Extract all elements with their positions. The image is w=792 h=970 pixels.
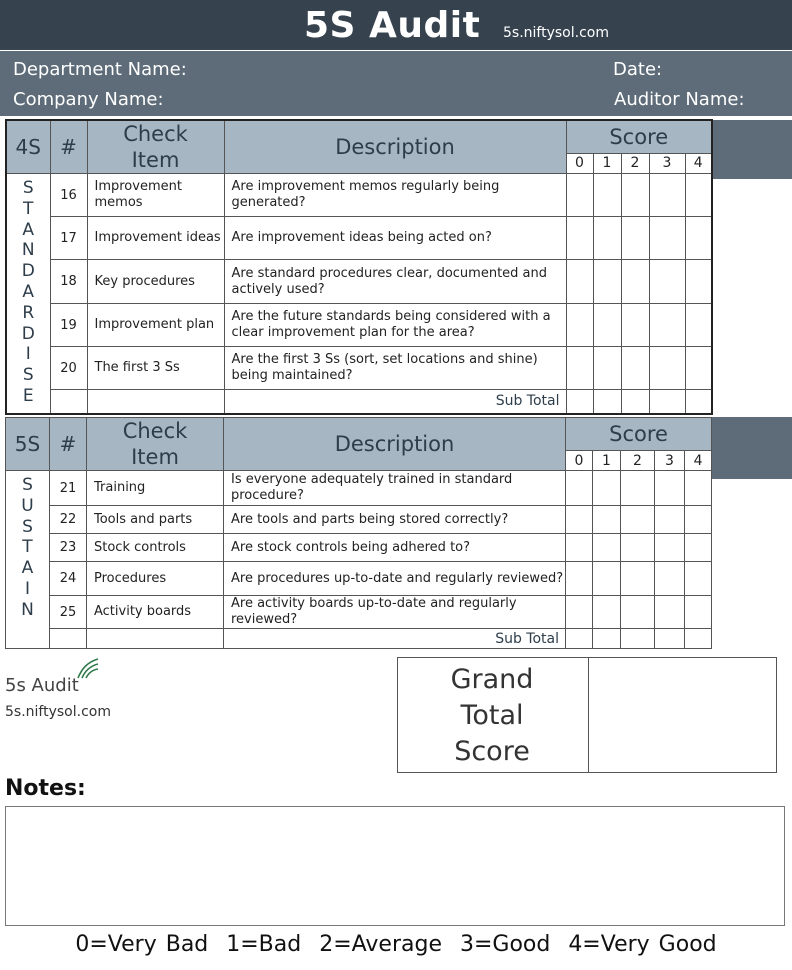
number-column-header: # — [50, 418, 87, 471]
subtotal-cell[interactable] — [649, 390, 685, 414]
score-cell[interactable] — [621, 506, 655, 534]
check-item: Tools and parts — [87, 506, 224, 534]
score-cell[interactable] — [649, 217, 685, 260]
score-legend: 0=Very Bad 1=Bad 2=Average 3=Good 4=Very Good — [75, 932, 717, 957]
score-cell[interactable] — [566, 562, 593, 596]
score-cell[interactable] — [566, 506, 593, 534]
row-number: 25 — [50, 596, 87, 629]
row-number: 23 — [50, 534, 87, 562]
score-cell[interactable] — [593, 304, 621, 347]
row-number: 20 — [50, 347, 87, 390]
score-cell[interactable] — [621, 174, 649, 217]
score-cell[interactable] — [593, 260, 621, 304]
score-cell[interactable] — [649, 347, 685, 390]
score-cell[interactable] — [593, 471, 621, 506]
score-cell[interactable] — [685, 174, 712, 217]
score-cell[interactable] — [621, 260, 649, 304]
title-bar — [0, 0, 792, 50]
score-cell[interactable] — [593, 347, 621, 390]
score-cell[interactable] — [621, 304, 649, 347]
score-cell[interactable] — [593, 506, 621, 534]
subtotal-cell[interactable] — [685, 390, 712, 414]
section-code: 4S — [6, 120, 50, 174]
section-name-vertical: S T A N D A R D I S E — [6, 174, 50, 414]
subtotal-label: Sub Total — [224, 629, 566, 649]
score-cell[interactable] — [621, 217, 649, 260]
description: Are tools and parts being stored correctly? — [224, 506, 566, 534]
check-item-column-header: Check Item — [87, 120, 224, 174]
check-item: Improvement ideas — [87, 217, 224, 260]
score-column-header: Score — [566, 120, 712, 153]
description: Are standard procedures clear, documented and actively used? — [224, 260, 566, 304]
score-cell[interactable] — [685, 217, 712, 260]
auditor-name-field[interactable]: Auditor Name: — [614, 89, 745, 110]
score-0-header: 0 — [566, 153, 593, 173]
score-cell[interactable] — [685, 596, 712, 629]
standardise-table — [5, 119, 713, 415]
score-cell[interactable] — [621, 534, 655, 562]
score-cell[interactable] — [621, 562, 655, 596]
score-cell[interactable] — [566, 347, 593, 390]
score-cell[interactable] — [685, 347, 712, 390]
subtotal-cell[interactable] — [593, 629, 621, 649]
score-cell[interactable] — [649, 260, 685, 304]
logo-text: 5s Audit — [5, 675, 79, 696]
score-cell[interactable] — [685, 534, 712, 562]
score-cell[interactable] — [566, 534, 593, 562]
check-item: Key procedures — [87, 260, 224, 304]
description: Is everyone adequately trained in standard procedure? — [224, 471, 566, 506]
score-cell[interactable] — [655, 471, 685, 506]
notes-field[interactable] — [5, 806, 785, 926]
score-cell[interactable] — [566, 304, 593, 347]
score-cell[interactable] — [649, 304, 685, 347]
subtotal-empty-cell — [50, 629, 87, 649]
score-4-header: 4 — [685, 451, 712, 471]
description-column-header: Description — [224, 120, 566, 174]
score-cell[interactable] — [621, 471, 655, 506]
leaf-logo-icon — [76, 656, 100, 680]
sustain-table — [5, 417, 712, 649]
description: Are the future standards being considered with a clear improvement plan for the area? — [224, 304, 566, 347]
subtotal-cell[interactable] — [593, 390, 621, 414]
score-3-header: 3 — [649, 153, 685, 173]
score-1-header: 1 — [593, 451, 621, 471]
row-number: 16 — [50, 174, 87, 217]
score-4-header: 4 — [685, 153, 712, 173]
subtotal-cell[interactable] — [685, 629, 712, 649]
score-0-header: 0 — [566, 451, 593, 471]
score-3-header: 3 — [655, 451, 685, 471]
subtotal-cell[interactable] — [566, 390, 593, 414]
logo-url: 5s.niftysol.com — [5, 704, 111, 720]
score-cell[interactable] — [593, 562, 621, 596]
score-cell[interactable] — [685, 562, 712, 596]
check-item: Procedures — [87, 562, 224, 596]
score-cell[interactable] — [655, 506, 685, 534]
grand-total-box — [397, 657, 777, 773]
row-number: 21 — [50, 471, 87, 506]
grand-total-label: Grand Total Score — [450, 664, 534, 767]
description: Are improvement ideas being acted on? — [224, 217, 566, 260]
score-1-header: 1 — [593, 153, 621, 173]
check-item: The first 3 Ss — [87, 347, 224, 390]
score-cell[interactable] — [593, 217, 621, 260]
subtotal-cell[interactable] — [655, 629, 685, 649]
check-item: Stock controls — [87, 534, 224, 562]
department-name-field[interactable]: Department Name: — [13, 59, 187, 80]
row-number: 22 — [50, 506, 87, 534]
score-cell[interactable] — [655, 534, 685, 562]
check-item: Activity boards — [87, 596, 224, 629]
score-cell[interactable] — [621, 347, 649, 390]
meta-bar — [0, 51, 792, 116]
company-name-field[interactable]: Company Name: — [13, 89, 164, 110]
row-number: 18 — [50, 260, 87, 304]
score-cell[interactable] — [566, 596, 593, 629]
score-cell[interactable] — [593, 596, 621, 629]
score-cell[interactable] — [593, 534, 621, 562]
subtotal-empty-cell — [87, 390, 224, 414]
score-column-header: Score — [566, 418, 712, 451]
number-column-header: # — [50, 120, 87, 174]
subtotal-cell[interactable] — [621, 629, 655, 649]
description: Are stock controls being adhered to? — [224, 534, 566, 562]
notes-title: Notes: — [5, 776, 86, 801]
subtotal-cell[interactable] — [566, 629, 593, 649]
score-cell[interactable] — [566, 217, 593, 260]
section-code: 5S — [6, 418, 50, 471]
score-header-side-block — [712, 417, 792, 479]
page-title: 5S Audit — [304, 5, 481, 46]
score-cell[interactable] — [621, 596, 655, 629]
section-name-vertical: S U S T A I N — [6, 471, 50, 649]
score-cell[interactable] — [685, 260, 712, 304]
description-column-header: Description — [224, 418, 566, 471]
subtotal-label: Sub Total — [224, 390, 566, 414]
description: Are the first 3 Ss (sort, set locations and shine) being maintained? — [224, 347, 566, 390]
score-cell[interactable] — [685, 304, 712, 347]
score-cell[interactable] — [566, 260, 593, 304]
check-item: Improvement plan — [87, 304, 224, 347]
date-field[interactable]: Date: — [613, 59, 663, 80]
score-cell[interactable] — [655, 596, 685, 629]
row-number: 19 — [50, 304, 87, 347]
subtotal-empty-cell — [50, 390, 87, 414]
check-item: Improvement memos — [87, 174, 224, 217]
score-2-header: 2 — [621, 153, 649, 173]
description: Are procedures up-to-date and regularly reviewed? — [224, 562, 566, 596]
score-cell[interactable] — [685, 506, 712, 534]
score-cell[interactable] — [685, 471, 712, 506]
score-cell[interactable] — [593, 174, 621, 217]
score-cell[interactable] — [566, 471, 593, 506]
check-item-column-header: Check Item — [87, 418, 224, 471]
check-item: Training — [87, 471, 224, 506]
score-cell[interactable] — [655, 562, 685, 596]
score-cell[interactable] — [649, 174, 685, 217]
description: Are activity boards up-to-date and regularly reviewed? — [224, 596, 566, 629]
title-url: 5s.niftysol.com — [503, 25, 609, 41]
subtotal-cell[interactable] — [621, 390, 649, 414]
row-number: 24 — [50, 562, 87, 596]
row-number: 17 — [50, 217, 87, 260]
score-header-side-block — [712, 120, 792, 179]
subtotal-empty-cell — [87, 629, 224, 649]
description: Are improvement memos regularly being generated? — [224, 174, 566, 217]
grand-total-value-field[interactable] — [589, 658, 776, 772]
score-2-header: 2 — [621, 451, 655, 471]
score-cell[interactable] — [566, 174, 593, 217]
